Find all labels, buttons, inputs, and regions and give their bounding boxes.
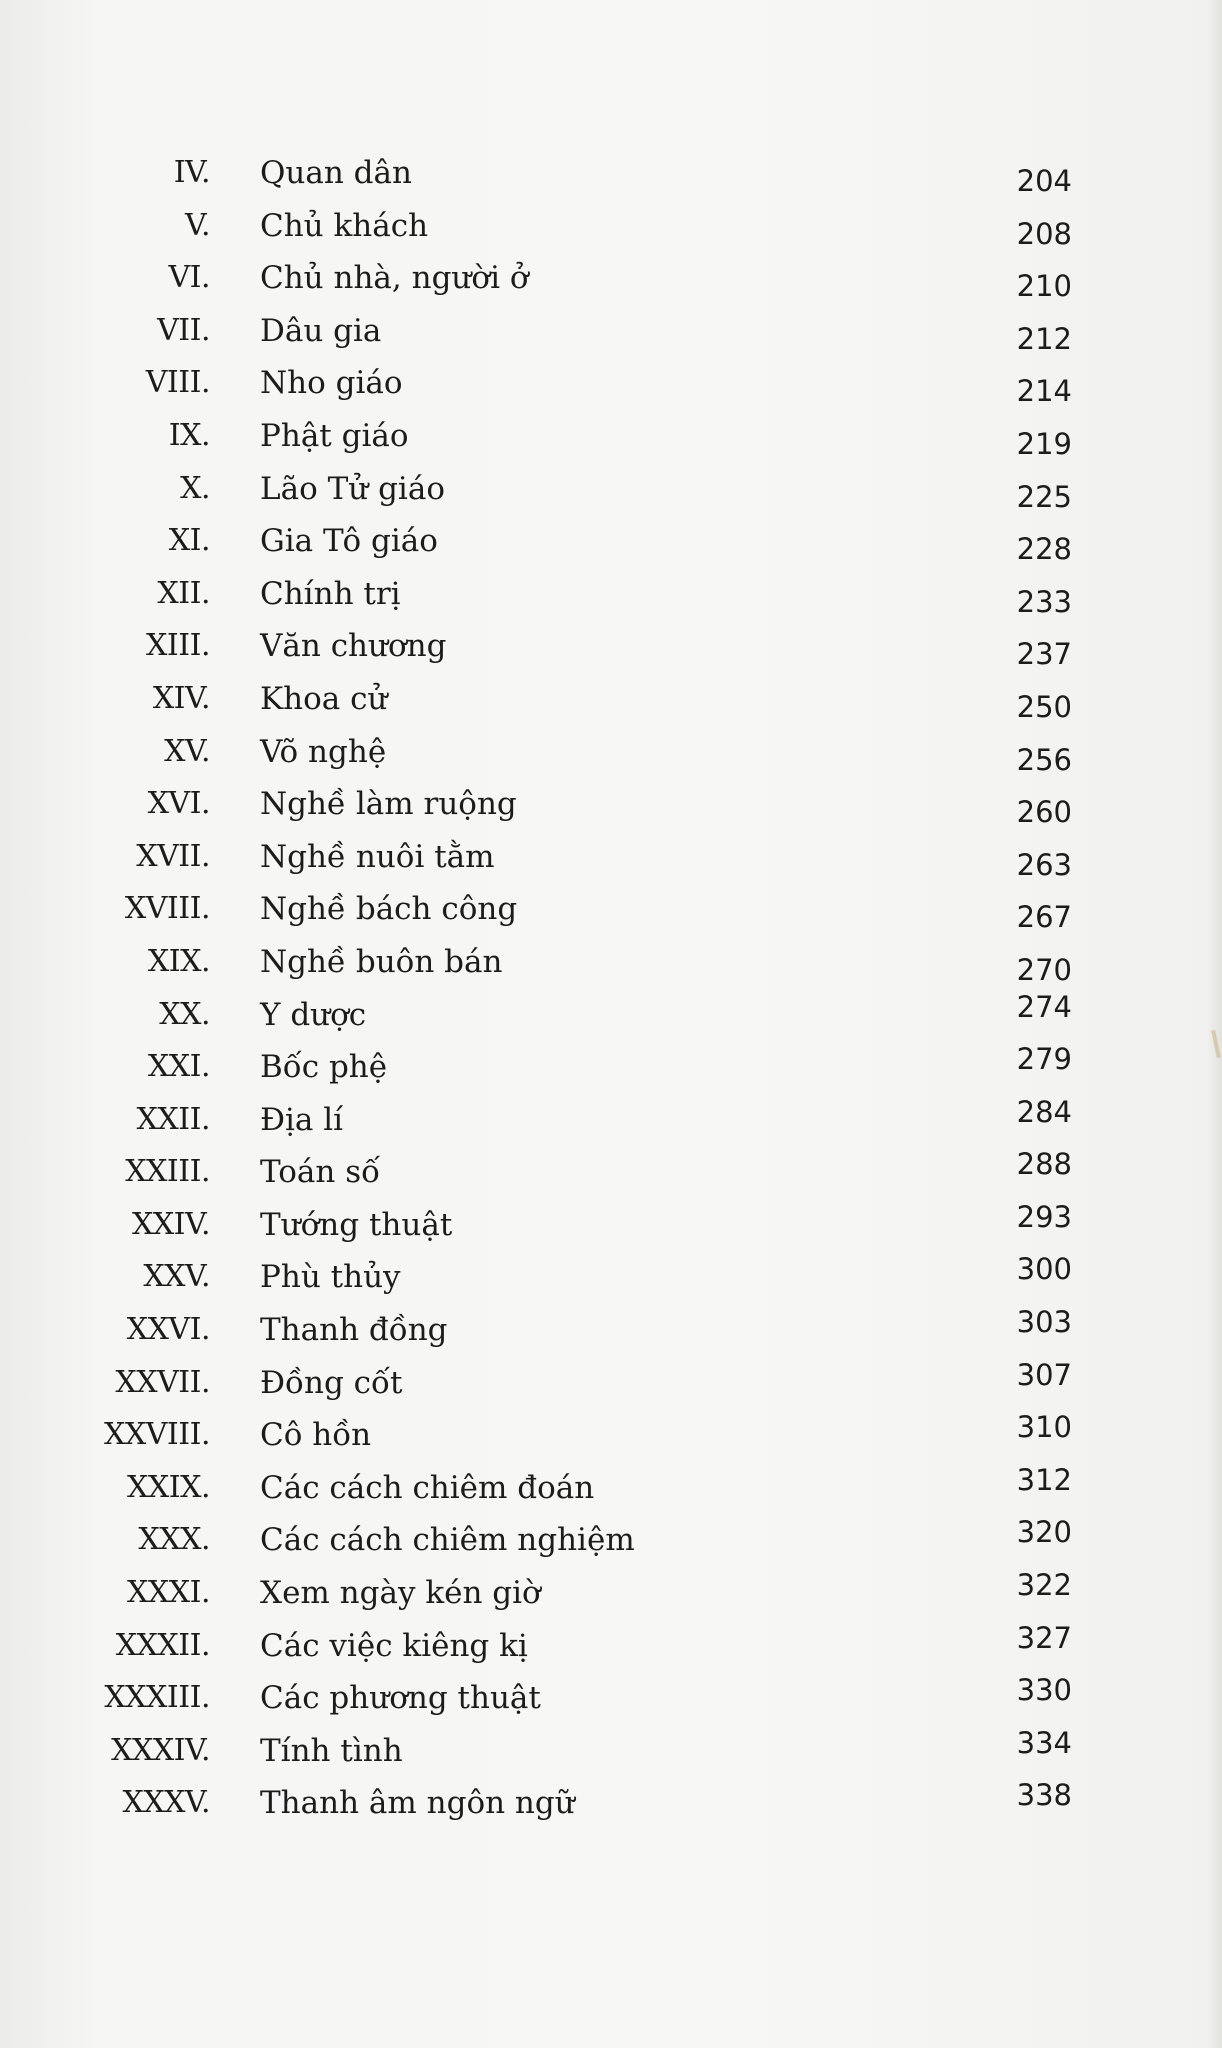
chapter-number: XXIV. [131, 1206, 210, 1242]
page-number: 279 [1016, 1042, 1072, 1077]
chapter-title: Toán số [260, 1154, 381, 1191]
chapter-title: Xem ngày kén giờ [260, 1575, 541, 1612]
page-number: 270 [1016, 952, 1072, 987]
page-number: 338 [1016, 1778, 1072, 1813]
toc-entry [0, 1304, 1222, 1357]
chapter-title: Y dược [260, 996, 367, 1033]
toc-entry [0, 1567, 1222, 1620]
chapter-title: Võ nghệ [260, 733, 387, 770]
toc-entry [0, 620, 1222, 673]
toc-entry [0, 1199, 1222, 1252]
chapter-number: XV. [164, 733, 210, 769]
toc-entry [0, 305, 1222, 358]
chapter-title: Thanh đồng [260, 1312, 448, 1349]
toc-entry [0, 778, 1222, 831]
chapter-number: XXVII. [115, 1364, 210, 1400]
page-number: 225 [1016, 479, 1072, 514]
page-number: 237 [1016, 637, 1072, 672]
page-number: 212 [1016, 321, 1072, 356]
chapter-title: Tướng thuật [260, 1206, 453, 1243]
chapter-number: XXXIV. [111, 1732, 210, 1768]
page-number: 214 [1016, 374, 1072, 409]
chapter-title: Nghề làm ruộng [260, 786, 517, 823]
chapter-number: V. [185, 207, 210, 243]
chapter-number: VIII. [145, 365, 210, 401]
toc-entry [0, 1672, 1222, 1725]
chapter-number: VI. [168, 260, 210, 296]
page-number: 210 [1016, 269, 1072, 304]
page-number: 300 [1016, 1252, 1072, 1287]
page-number: 288 [1016, 1147, 1072, 1182]
page-number: 312 [1016, 1462, 1072, 1497]
toc-entry [0, 673, 1222, 726]
toc-entry [0, 883, 1222, 936]
chapter-title: Nghề buôn bán [260, 943, 503, 980]
chapter-number: XII. [157, 575, 210, 611]
toc-entry [0, 463, 1222, 516]
chapter-number: XXIII. [125, 1154, 210, 1190]
page-number: 204 [1016, 164, 1072, 198]
chapter-title: Quan dân [260, 155, 412, 191]
toc-entry [0, 831, 1222, 884]
toc-entry [0, 1725, 1222, 1778]
page-number: 228 [1016, 532, 1072, 567]
toc-entry [0, 726, 1222, 779]
chapter-number: XIX. [147, 943, 210, 979]
chapter-title: Các cách chiêm đoán [260, 1469, 595, 1506]
page-number: 256 [1016, 742, 1072, 777]
page-number: 330 [1016, 1673, 1072, 1708]
chapter-number: XIV. [152, 680, 210, 716]
chapter-title: Các phương thuật [260, 1680, 541, 1717]
page-number: 260 [1016, 795, 1072, 830]
chapter-number: XIII. [146, 628, 210, 664]
chapter-number: XXXI. [127, 1575, 210, 1611]
chapter-title: Đồng cốt [260, 1364, 403, 1401]
chapter-title: Phù thủy [260, 1259, 401, 1296]
page-number: 208 [1016, 216, 1072, 251]
chapter-title: Phật giáo [260, 417, 409, 454]
chapter-title: Cô hồn [260, 1417, 372, 1454]
toc-entry [0, 1409, 1222, 1462]
chapter-title: Nghề nuôi tằm [260, 838, 495, 875]
table-of-contents [0, 147, 1222, 1830]
chapter-title: Bốc phệ [260, 1049, 388, 1086]
page-number: 250 [1016, 689, 1072, 724]
page-number: 263 [1016, 847, 1072, 882]
toc-entry [0, 1777, 1222, 1830]
chapter-number: XXXIII. [104, 1680, 210, 1716]
page-number: 307 [1016, 1357, 1072, 1392]
page-edge [1208, 0, 1222, 2048]
chapter-number: IV. [173, 155, 210, 190]
page-number: 274 [1016, 989, 1072, 1024]
chapter-title: Thanh âm ngôn ngữ [260, 1785, 575, 1822]
chapter-number: XXII. [136, 1101, 210, 1137]
chapter-number: VII. [157, 312, 210, 348]
toc-entry [0, 1251, 1222, 1304]
chapter-title: Tính tình [260, 1732, 403, 1769]
chapter-number: XXXV. [122, 1785, 210, 1821]
toc-entry [0, 515, 1222, 568]
page-number: 233 [1016, 584, 1072, 619]
chapter-title: Dâu gia [260, 312, 382, 349]
page-number: 320 [1016, 1515, 1072, 1550]
chapter-number: XXV. [143, 1259, 210, 1295]
toc-entry [0, 357, 1222, 410]
chapter-title: Các cách chiêm nghiệm [260, 1522, 635, 1559]
chapter-number: XVIII. [124, 891, 210, 927]
toc-entry [0, 1514, 1222, 1567]
page-number: 219 [1016, 426, 1072, 461]
page-number: 267 [1016, 900, 1072, 935]
chapter-number: X. [180, 470, 210, 506]
toc-entry [0, 252, 1222, 305]
chapter-number: XXXII. [115, 1627, 210, 1663]
chapter-number: XI. [168, 523, 210, 559]
toc-entry [0, 989, 1222, 1042]
chapter-title: Nghề bách công [260, 891, 518, 928]
toc-entry [0, 1094, 1222, 1147]
chapter-title: Địa lí [260, 1101, 344, 1138]
toc-entry [0, 147, 1222, 200]
chapter-number: XX. [159, 996, 210, 1032]
chapter-title: Chủ nhà, người ở [260, 260, 529, 297]
chapter-number: XXVIII. [104, 1417, 210, 1453]
chapter-title: Nho giáo [260, 365, 403, 402]
chapter-number: XXI. [147, 1049, 210, 1085]
page-number: 327 [1016, 1620, 1072, 1655]
page-number: 310 [1016, 1410, 1072, 1445]
page-number: 322 [1016, 1568, 1072, 1603]
toc-entry [0, 936, 1222, 989]
toc-entry [0, 410, 1222, 463]
chapter-title: Văn chương [260, 628, 447, 665]
page-number: 293 [1016, 1199, 1072, 1234]
chapter-number: XVI. [147, 786, 210, 822]
chapter-title: Chủ khách [260, 207, 429, 244]
page-number: 334 [1016, 1725, 1072, 1760]
chapter-number: XVII. [136, 838, 210, 874]
chapter-title: Các việc kiêng kị [260, 1627, 528, 1664]
chapter-number: IX. [168, 417, 210, 453]
chapter-title: Chính trị [260, 575, 401, 612]
page-number: 303 [1016, 1305, 1072, 1340]
toc-entry [0, 1357, 1222, 1410]
chapter-title: Gia Tô giáo [260, 523, 438, 560]
page-number: 284 [1016, 1094, 1072, 1129]
chapter-number: XXVI. [126, 1312, 210, 1348]
toc-entry [0, 568, 1222, 621]
toc-entry [0, 1146, 1222, 1199]
toc-entry [0, 200, 1222, 253]
toc-entry [0, 1620, 1222, 1673]
chapter-title: Lão Tử giáo [260, 470, 445, 507]
chapter-title: Khoa cử [260, 680, 388, 717]
toc-entry [0, 1041, 1222, 1094]
chapter-number: XXIX. [127, 1469, 210, 1505]
toc-entry [0, 1462, 1222, 1515]
chapter-number: XXX. [138, 1522, 210, 1558]
